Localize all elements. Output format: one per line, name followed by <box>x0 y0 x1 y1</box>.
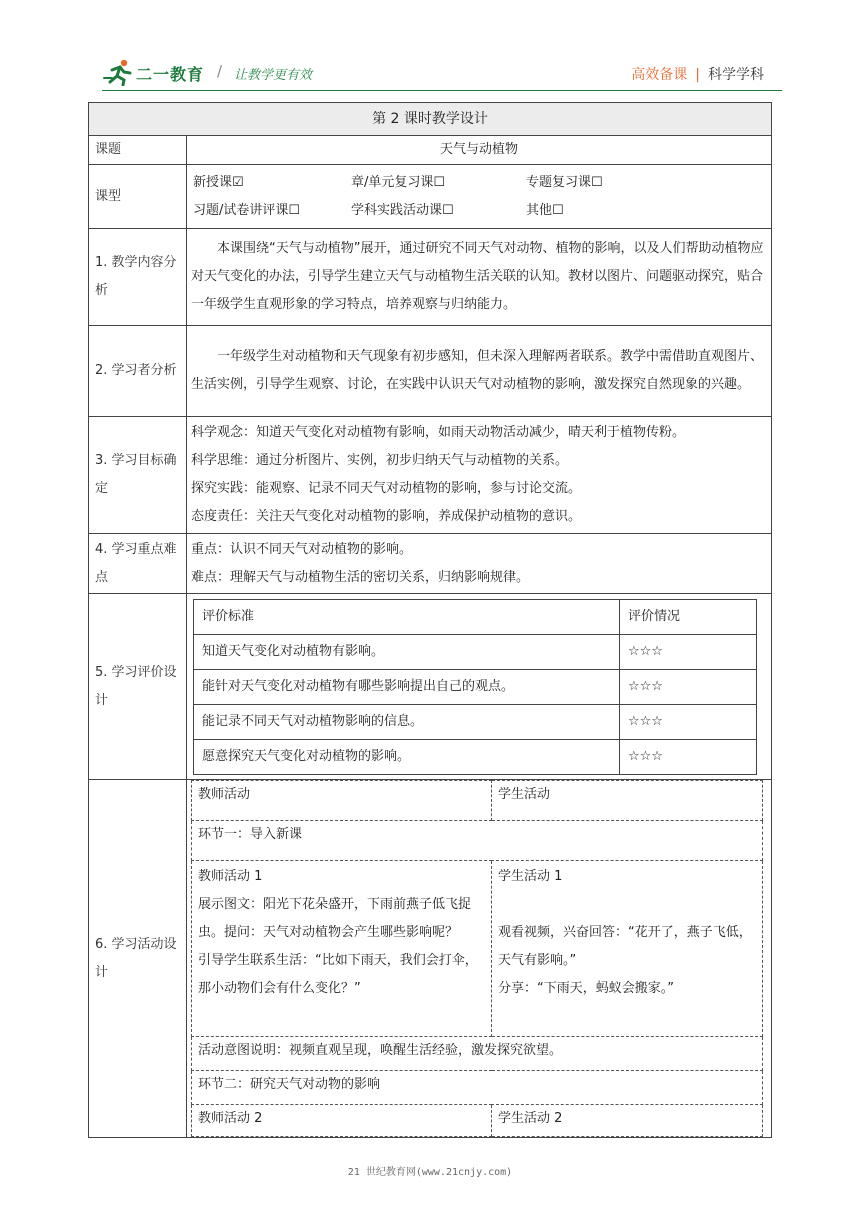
type-option-unit-review[interactable]: 章/单元复习课☐ <box>351 174 446 190</box>
evaluation-table <box>193 599 757 775</box>
topic-label: 课题 <box>89 136 187 165</box>
teacher-activity-2: 教师活动 2 <box>192 1105 492 1137</box>
runner-logo-icon <box>102 58 134 86</box>
eval-rating[interactable]: ☆☆☆ <box>620 739 757 774</box>
table-row <box>194 634 757 669</box>
header-label-subject: 科学学科 <box>708 67 764 83</box>
content-text: 本课围绕“天气与动植物”展开，通过研究不同天气对动物、植物的影响，以及人们帮助动植物应对天气变化的办法，引导学生建立天气与动植物生活关联的认知。教材以图片、问题驱动探究，贴合一年级学生直观形象的学习特点，培养观察与归纳能力。 <box>187 229 772 326</box>
evaluation-row <box>89 594 772 780</box>
teacher-activity-1 <box>192 861 492 1037</box>
eval-criterion: 能记录不同天气对动植物影响的信息。 <box>194 704 620 739</box>
header-label-prep: 高效备课 <box>631 67 688 83</box>
type-option-exercise[interactable]: 习题/试卷讲评课☐ <box>193 202 301 218</box>
key-points-row <box>89 534 772 594</box>
lesson-type-label: 课型 <box>89 165 187 229</box>
teacher-activity-header: 教师活动 <box>192 781 492 821</box>
student-activity-line: 分享：“下雨天，蚂蚁会搬家。” <box>498 981 674 996</box>
key-points-label: 4. 学习重点难点 <box>89 534 187 594</box>
type-option-practice[interactable]: 学科实践活动课☐ <box>351 202 454 218</box>
eval-header-rating: 评价情况 <box>620 599 757 634</box>
eval-criterion: 愿意探究天气变化对动植物的影响。 <box>194 739 620 774</box>
student-activity-title: 学生活动 1 <box>498 869 563 884</box>
learner-row <box>89 326 772 417</box>
objective-item: 探究实践：能观察、记录不同天气对动植物的影响，参与讨论交流。 <box>191 481 582 496</box>
slogan: 让教学更有效 <box>234 68 313 83</box>
content-row <box>89 229 772 326</box>
learner-label: 2. 学习者分析 <box>89 326 187 417</box>
type-option-new[interactable]: 新授课☑ <box>193 174 244 190</box>
logo <box>102 58 342 88</box>
lesson-plan-table <box>88 102 772 1138</box>
header-rule <box>102 90 782 91</box>
teacher-activity-line: 展示图文：阳光下花朵盛开，下雨前燕子低飞捉虫。提问：天气对动植物会产生哪些影响呢？ <box>198 897 472 940</box>
key-points-list <box>187 534 772 594</box>
activities-row <box>89 780 772 1138</box>
objective-item: 态度责任：关注天气变化对动植物的影响，养成保护动植物的意识。 <box>191 509 582 524</box>
logo-text: 二一教育 <box>136 65 205 84</box>
activities-cell <box>187 780 772 1138</box>
eval-criterion: 知道天气变化对动植物有影响。 <box>194 634 620 669</box>
objective-item: 科学思维：通过分析图片、实例，初步归纳天气与动植物的关系。 <box>191 453 569 468</box>
key-point-item: 难点：理解天气与动植物生活的密切关系，归纳影响规律。 <box>191 569 530 585</box>
table-row <box>194 739 757 774</box>
key-point-item: 重点：认识不同天气对动植物的影响。 <box>191 541 413 557</box>
student-activity-line: 观看视频，兴奋回答：“花开了，燕子飞低，天气有影响。” <box>498 925 752 968</box>
page-title: 第 2 课时教学设计 <box>89 103 772 136</box>
topic-value: 天气与动植物 <box>187 136 772 165</box>
title-row <box>89 103 772 136</box>
header-divider: | <box>695 67 700 83</box>
type-option-topic-review[interactable]: 专题复习课☐ <box>526 174 603 190</box>
activities-table <box>191 780 763 1137</box>
topic-row <box>89 136 772 165</box>
evaluation-label: 5. 学习评价设计 <box>89 594 187 780</box>
section-heading: 环节二：研究天气对动物的影响 <box>192 1071 763 1105</box>
eval-rating[interactable]: ☆☆☆ <box>620 634 757 669</box>
teacher-activity-line: 引导学生联系生活：“比如下雨天，我们会打伞，那小动物们会有什么变化？” <box>198 953 478 996</box>
logo-separator: / <box>217 62 223 80</box>
eval-header-criterion: 评价标准 <box>194 599 620 634</box>
student-activity-1 <box>492 861 763 1037</box>
activities-label: 6. 学习活动设计 <box>89 780 187 1138</box>
lesson-type-options <box>187 165 772 229</box>
table-row <box>194 669 757 704</box>
table-row <box>194 704 757 739</box>
content-label: 1. 教学内容分析 <box>89 229 187 326</box>
evaluation-cell <box>187 594 772 780</box>
type-option-other[interactable]: 其他☐ <box>526 202 564 218</box>
objectives-list <box>187 417 772 534</box>
activity-intent: 活动意图说明：视频直观呈现，唤醒生活经验，激发探究欲望。 <box>192 1037 763 1071</box>
page-footer: 21 世纪教育网(www.21cnjy.com) <box>347 1167 513 1178</box>
page-header <box>102 58 782 90</box>
lesson-type-row <box>89 165 772 229</box>
student-activity-2: 学生活动 2 <box>492 1105 763 1137</box>
objectives-row <box>89 417 772 534</box>
header-right <box>631 64 764 84</box>
objective-item: 科学观念：知道天气变化对动植物有影响，如雨天动物活动减少，晴天利于植物传粉。 <box>191 425 686 440</box>
section-heading: 环节一：导入新课 <box>192 821 763 861</box>
student-activity-header: 学生活动 <box>492 781 763 821</box>
learner-text: 一年级学生对动植物和天气现象有初步感知，但未深入理解两者联系。教学中需借助直观图片、生活实例，引导学生观察、讨论，在实践中认识天气对动植物的影响，激发探究自然现象的兴趣。 <box>187 326 772 417</box>
eval-criterion: 能针对天气变化对动植物有哪些影响提出自己的观点。 <box>194 669 620 704</box>
objectives-label: 3. 学习目标确定 <box>89 417 187 534</box>
eval-rating[interactable]: ☆☆☆ <box>620 704 757 739</box>
eval-rating[interactable]: ☆☆☆ <box>620 669 757 704</box>
teacher-activity-title: 教师活动 1 <box>198 869 263 884</box>
